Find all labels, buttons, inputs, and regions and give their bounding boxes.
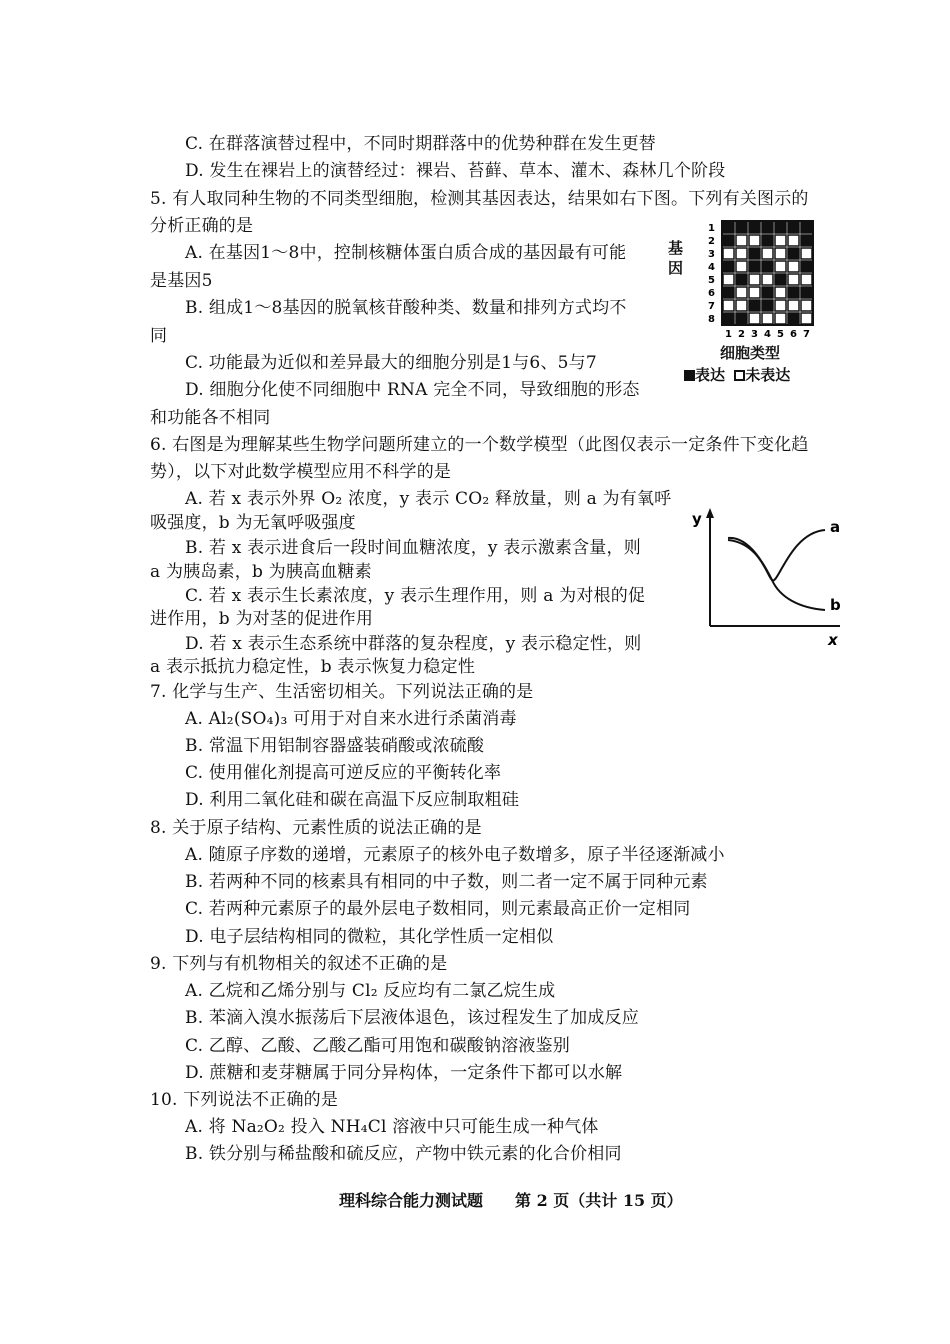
expressed-cell bbox=[723, 287, 734, 298]
cell-type-col-label: 3 bbox=[751, 329, 758, 339]
not-expressed-cell bbox=[775, 287, 786, 298]
text-line: A. 在基因1～8中，控制核糖体蛋白质合成的基因最有可能 bbox=[185, 243, 627, 263]
text-line: 9. 下列与有机物相关的叙述不正确的是 bbox=[150, 954, 448, 974]
text-line: C. 若 x 表示生长素浓度，y 表示生理作用，则 a 为对根的促 bbox=[185, 586, 646, 606]
curve-a bbox=[728, 530, 825, 580]
not-expressed-swatch bbox=[734, 370, 745, 381]
not-expressed-cell bbox=[736, 261, 747, 272]
expressed-cell bbox=[801, 287, 812, 298]
not-expressed-cell bbox=[736, 300, 747, 311]
text-line: B. 若 x 表示进食后一段时间血糖浓度，y 表示激素含量，则 bbox=[185, 538, 641, 558]
text-line: D. 发生在裸岩上的演替经过：裸岩、苔藓、草本、灌木、森林几个阶段 bbox=[185, 161, 726, 181]
gene-legend bbox=[684, 364, 790, 385]
expressed-cell bbox=[801, 222, 812, 233]
gene-row-label: 4 bbox=[708, 262, 715, 273]
text-line: 5. 有人取同种生物的不同类型细胞，检测其基因表达，结果如右下图。下列有关图示的 bbox=[150, 189, 809, 209]
y-label: y bbox=[692, 510, 702, 528]
expressed-cell bbox=[762, 222, 773, 233]
text-line: 6. 右图是为理解某些生物学问题所建立的一个数学模型（此图仅表示一定条件下变化趋 bbox=[150, 435, 809, 455]
text-line: D. 细胞分化使不同细胞中 RNA 完全不同，导致细胞的形态 bbox=[185, 380, 640, 400]
not-expressed-cell bbox=[801, 274, 812, 285]
cell-type-col-label: 5 bbox=[777, 329, 784, 339]
cell-type-col-label: 4 bbox=[764, 329, 771, 339]
not-expressed-cell bbox=[736, 235, 747, 246]
expressed-cell bbox=[762, 287, 773, 298]
not-expressed-cell bbox=[749, 274, 760, 285]
text-line: B. 若两种不同的核素具有相同的中子数，则二者一定不属于同种元素 bbox=[185, 872, 708, 892]
text-line: D. 电子层结构相同的微粒，其化学性质一定相似 bbox=[185, 927, 554, 947]
text-line: A. 随原子序数的递增，元素原子的核外电子数增多，原子半径逐渐减小 bbox=[185, 845, 725, 865]
legend-not-expressed: 未表达 bbox=[745, 366, 791, 384]
not-expressed-cell bbox=[775, 248, 786, 259]
gene-row-label: 1 bbox=[708, 223, 715, 234]
text-line: D. 蔗糖和麦芽糖属于同分异构体，一定条件下都可以水解 bbox=[185, 1063, 623, 1083]
gene-axis-label: 基因 bbox=[668, 239, 684, 277]
gene-row-label: 8 bbox=[708, 314, 715, 325]
text-line: 吸强度，b 为无氧呼吸强度 bbox=[150, 513, 356, 533]
text-line: a 为胰岛素，b 为胰高血糖素 bbox=[150, 562, 372, 582]
expressed-cell bbox=[788, 313, 799, 324]
text-line: C. 乙醇、乙酸、乙酸乙酯可用饱和碳酸钠溶液鉴别 bbox=[185, 1036, 571, 1056]
curve-b bbox=[728, 538, 825, 610]
expressed-cell bbox=[749, 248, 760, 259]
not-expressed-cell bbox=[788, 300, 799, 311]
expressed-cell bbox=[762, 261, 773, 272]
not-expressed-cell bbox=[762, 313, 773, 324]
y-arrow-icon bbox=[706, 508, 714, 518]
expressed-swatch bbox=[684, 370, 695, 381]
not-expressed-cell bbox=[736, 287, 747, 298]
cell-type-col-label: 6 bbox=[790, 329, 797, 339]
expressed-cell bbox=[801, 235, 812, 246]
expressed-cell bbox=[762, 300, 773, 311]
text-line: D. 若 x 表示生态系统中群落的复杂程度，y 表示稳定性，则 bbox=[185, 634, 642, 654]
expressed-cell bbox=[775, 222, 786, 233]
text-line: A. 若 x 表示外界 O₂ 浓度，y 表示 CO₂ 释放量，则 a 为有氧呼 bbox=[185, 489, 672, 509]
text-line: B. 铁分别与稀盐酸和硫反应，产物中铁元素的化合价相同 bbox=[185, 1144, 622, 1164]
text-line: 10. 下列说法不正确的是 bbox=[150, 1090, 339, 1110]
text-line: A. 将 Na₂O₂ 投入 NH₄Cl 溶液中只可能生成一种气体 bbox=[185, 1117, 599, 1137]
not-expressed-cell bbox=[775, 300, 786, 311]
text-line: C. 在群落演替过程中，不同时期群落中的优势种群在发生更替 bbox=[185, 134, 657, 154]
not-expressed-cell bbox=[788, 274, 799, 285]
cell-type-col-label: 2 bbox=[738, 329, 745, 339]
text-line: B. 苯滴入溴水振荡后下层液体退色，该过程发生了加成反应 bbox=[185, 1008, 639, 1028]
page-footer: 理科综合能力测试题 第 2 页（共计 15 页） bbox=[339, 1191, 683, 1210]
cell-type-col-label: 7 bbox=[803, 329, 810, 339]
not-expressed-cell bbox=[749, 313, 760, 324]
text-line: A. Al₂(SO₄)₃ 可用于对自来水进行杀菌消毒 bbox=[185, 709, 517, 729]
curve-a-label: a bbox=[830, 518, 841, 536]
not-expressed-cell bbox=[723, 248, 734, 259]
expressed-cell bbox=[749, 222, 760, 233]
not-expressed-cell bbox=[775, 313, 786, 324]
gene-row-label: 6 bbox=[708, 288, 715, 299]
text-line: a 表示抵抗力稳定性，b 表示恢复力稳定性 bbox=[150, 657, 476, 677]
expressed-cell bbox=[723, 235, 734, 246]
not-expressed-cell bbox=[749, 235, 760, 246]
text-line: A. 乙烷和乙烯分别与 Cl₂ 反应均有二氯乙烷生成 bbox=[185, 981, 556, 1001]
gene-expression-figure bbox=[668, 214, 838, 394]
text-line: 势），以下对此数学模型应用不科学的是 bbox=[150, 462, 452, 482]
text-line: 同 bbox=[150, 326, 168, 346]
not-expressed-cell bbox=[801, 313, 812, 324]
text-line: B. 组成1～8基因的脱氧核苷酸种类、数量和排列方式均不 bbox=[185, 298, 627, 318]
not-expressed-cell bbox=[762, 274, 773, 285]
not-expressed-cell bbox=[788, 235, 799, 246]
gene-expression-grid bbox=[704, 219, 834, 339]
x-label: x bbox=[828, 631, 838, 648]
not-expressed-cell bbox=[801, 300, 812, 311]
expressed-cell bbox=[775, 274, 786, 285]
cell-type-axis-label: 细胞类型 bbox=[720, 344, 781, 362]
expressed-cell bbox=[788, 287, 799, 298]
gene-row-label: 2 bbox=[708, 236, 715, 247]
text-line: C. 使用催化剂提高可逆反应的平衡转化率 bbox=[185, 763, 502, 783]
expressed-cell bbox=[736, 222, 747, 233]
expressed-cell bbox=[723, 313, 734, 324]
not-expressed-cell bbox=[762, 248, 773, 259]
expressed-cell bbox=[736, 313, 747, 324]
text-line: C. 功能最为近似和差异最大的细胞分别是1与6、5与7 bbox=[185, 353, 597, 373]
not-expressed-cell bbox=[775, 261, 786, 272]
expressed-cell bbox=[788, 248, 799, 259]
text-line: 和功能各不相同 bbox=[150, 408, 271, 428]
text-line: 7. 化学与生产、生活密切相关。下列说法正确的是 bbox=[150, 682, 534, 702]
expressed-cell bbox=[749, 300, 760, 311]
not-expressed-cell bbox=[801, 248, 812, 259]
gene-row-label: 7 bbox=[708, 301, 715, 312]
text-line: 8. 关于原子结构、元素性质的说法正确的是 bbox=[150, 818, 482, 838]
not-expressed-cell bbox=[788, 261, 799, 272]
not-expressed-cell bbox=[749, 287, 760, 298]
expressed-cell bbox=[723, 261, 734, 272]
expressed-cell bbox=[723, 222, 734, 233]
expressed-cell bbox=[801, 261, 812, 272]
gene-row-label: 5 bbox=[708, 275, 715, 286]
legend-expressed: 表达 bbox=[695, 366, 726, 384]
text-line: B. 常温下用铝制容器盛装硝酸或浓硫酸 bbox=[185, 736, 485, 756]
text-line: D. 利用二氧化硅和碳在高温下反应制取粗硅 bbox=[185, 790, 520, 810]
text-line: 是基因5 bbox=[150, 271, 213, 291]
text-line: C. 若两种元素原子的最外层电子数相同，则元素最高正价一定相同 bbox=[185, 899, 691, 919]
expressed-cell bbox=[762, 235, 773, 246]
gene-row-label: 3 bbox=[708, 249, 715, 260]
text-line: 进作用，b 为对茎的促进作用 bbox=[150, 609, 374, 629]
expressed-cell bbox=[736, 274, 747, 285]
cell-type-col-label: 1 bbox=[725, 329, 732, 339]
text-line: 分析正确的是 bbox=[150, 216, 254, 236]
expressed-cell bbox=[749, 261, 760, 272]
not-expressed-cell bbox=[736, 248, 747, 259]
math-model-figure bbox=[690, 508, 850, 648]
expressed-cell bbox=[788, 222, 799, 233]
curve-b-label: b bbox=[830, 596, 841, 614]
not-expressed-cell bbox=[775, 235, 786, 246]
not-expressed-cell bbox=[723, 274, 734, 285]
not-expressed-cell bbox=[723, 300, 734, 311]
